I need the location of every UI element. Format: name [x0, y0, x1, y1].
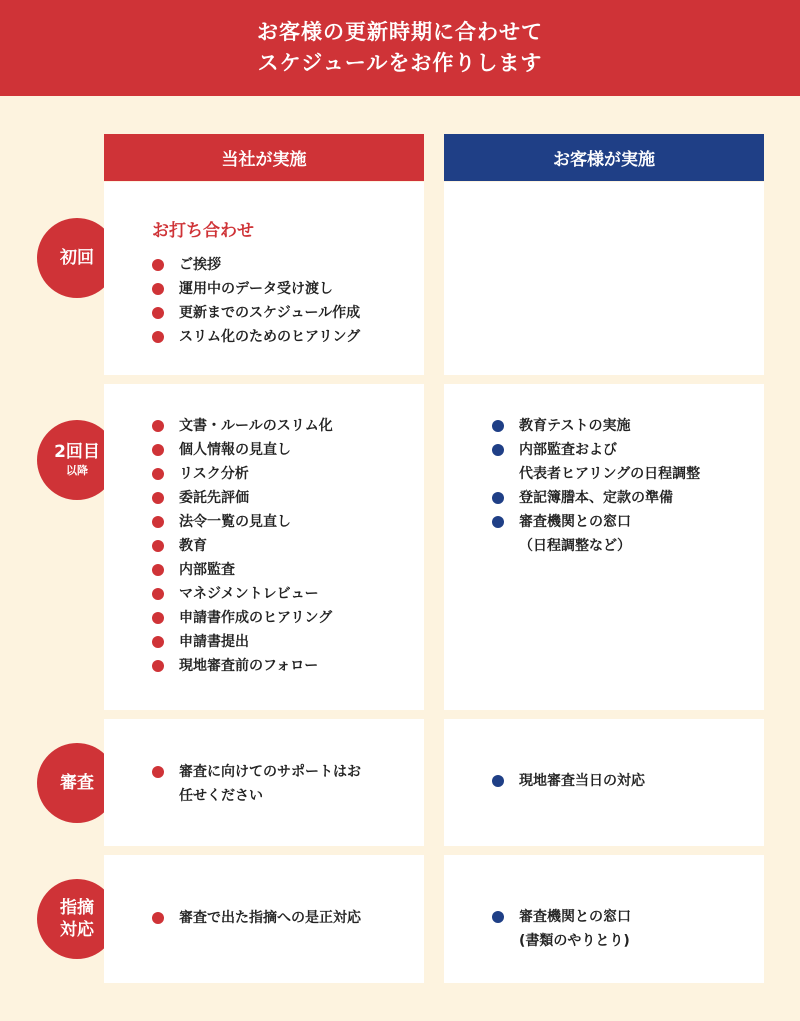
list-item — [152, 253, 404, 277]
ours-cell-row-4 — [104, 855, 424, 983]
bullet-dot-icon — [152, 612, 164, 624]
list-item — [152, 582, 404, 606]
task-list — [152, 253, 404, 349]
list-item — [152, 534, 404, 558]
list-item — [152, 606, 404, 630]
list-item — [492, 486, 744, 510]
task-list — [492, 414, 744, 558]
list-item-text: 教育 — [179, 538, 207, 554]
bullet-dot-icon — [492, 492, 504, 504]
list-item — [152, 462, 404, 486]
bullet-dot-icon — [492, 775, 504, 787]
list-item-text: 審査機関との窓口 （日程調整など） — [519, 514, 631, 554]
bullet-dot-icon — [152, 516, 164, 528]
list-item-text: スリム化のためのヒアリング — [179, 329, 361, 345]
theirs-cell-row-2 — [444, 384, 764, 710]
bullet-dot-icon — [152, 492, 164, 504]
bullet-dot-icon — [152, 660, 164, 672]
list-item-text: 審査で出た指摘への是正対応 — [179, 910, 361, 926]
bullet-dot-icon — [492, 516, 504, 528]
list-item-text: 法令一覧の見直し — [179, 514, 291, 530]
list-item — [492, 769, 744, 793]
list-item-text: 申請書提出 — [179, 634, 249, 650]
theirs-cell-row-1 — [444, 182, 764, 375]
list-item-text: 運用中のデータ受け渡し — [179, 281, 333, 297]
list-item-text: 審査機関との窓口 (書類のやりとり) — [519, 909, 631, 949]
list-item-text: 申請書作成のヒアリング — [179, 610, 333, 626]
ours-cell-row-1 — [104, 182, 424, 375]
bullet-dot-icon — [152, 331, 164, 343]
list-item-text: 内部監査および 代表者ヒアリングの日程調整 — [519, 442, 701, 482]
bullet-dot-icon — [492, 911, 504, 923]
task-list — [492, 769, 744, 793]
bullet-dot-icon — [152, 540, 164, 552]
step-label-text: 対応 — [60, 920, 94, 940]
list-item — [492, 438, 744, 486]
task-list — [492, 905, 744, 953]
meeting-title: お打ち合わせ — [152, 221, 254, 241]
list-item — [492, 414, 744, 438]
list-item-text: 登記簿謄本、定款の準備 — [519, 490, 673, 506]
list-item-text: 内部監査 — [179, 562, 235, 578]
bullet-dot-icon — [152, 444, 164, 456]
list-item — [152, 301, 404, 325]
list-item — [492, 905, 744, 953]
list-item-text: リスク分析 — [179, 466, 249, 482]
list-item-text: 現地審査当日の対応 — [519, 773, 645, 789]
step-label-text: 2回目 — [54, 442, 100, 462]
ours-cell-row-2 — [104, 384, 424, 710]
bullet-dot-icon — [152, 766, 164, 778]
step-label-text: 指摘 — [60, 898, 94, 918]
bullet-dot-icon — [152, 259, 164, 271]
list-item-text: ご挨拶 — [179, 257, 221, 273]
bullet-dot-icon — [152, 420, 164, 432]
step-label-text: 初回 — [60, 248, 94, 268]
list-item-text: 委託先評価 — [179, 490, 249, 506]
list-item — [152, 414, 404, 438]
bullet-dot-icon — [492, 420, 504, 432]
task-list — [152, 414, 404, 678]
bullet-dot-icon — [152, 912, 164, 924]
list-item-text: 個人情報の見直し — [179, 442, 291, 458]
list-item — [152, 510, 404, 534]
bullet-dot-icon — [492, 444, 504, 456]
header-title-line2: スケジュールをお作りします — [257, 51, 543, 75]
column-header-ours: 当社が実施 — [104, 134, 424, 181]
list-item — [152, 630, 404, 654]
theirs-cell-row-4 — [444, 855, 764, 983]
list-item-text: 現地審査前のフォロー — [179, 658, 319, 674]
bullet-dot-icon — [152, 564, 164, 576]
list-item — [152, 438, 404, 462]
header-title-line1: お客様の更新時期に合わせて — [257, 20, 543, 44]
header-banner — [0, 0, 800, 96]
list-item — [492, 510, 744, 558]
bullet-dot-icon — [152, 588, 164, 600]
theirs-cell-row-3 — [444, 719, 764, 846]
list-item — [152, 277, 404, 301]
step-label-text: 審査 — [60, 773, 94, 793]
list-item — [152, 558, 404, 582]
task-list — [152, 906, 404, 930]
list-item — [152, 325, 404, 349]
bullet-dot-icon — [152, 468, 164, 480]
step-sub-label: 以降 — [66, 464, 88, 477]
column-header-theirs: お客様が実施 — [444, 134, 764, 181]
ours-cell-row-3 — [104, 719, 424, 846]
list-item — [152, 906, 404, 930]
bullet-dot-icon — [152, 307, 164, 319]
list-item-text: マネジメントレビュー — [179, 586, 319, 602]
list-item — [152, 654, 404, 678]
bullet-dot-icon — [152, 283, 164, 295]
task-list — [152, 760, 404, 808]
list-item-text: 文書・ルールのスリム化 — [179, 418, 333, 434]
list-item — [152, 486, 404, 510]
bullet-dot-icon — [152, 636, 164, 648]
list-item — [152, 760, 404, 808]
list-item-text: 教育テストの実施 — [519, 418, 631, 434]
list-item-text: 審査に向けてのサポートはお 任せください — [179, 764, 361, 804]
list-item-text: 更新までのスケジュール作成 — [179, 305, 361, 321]
